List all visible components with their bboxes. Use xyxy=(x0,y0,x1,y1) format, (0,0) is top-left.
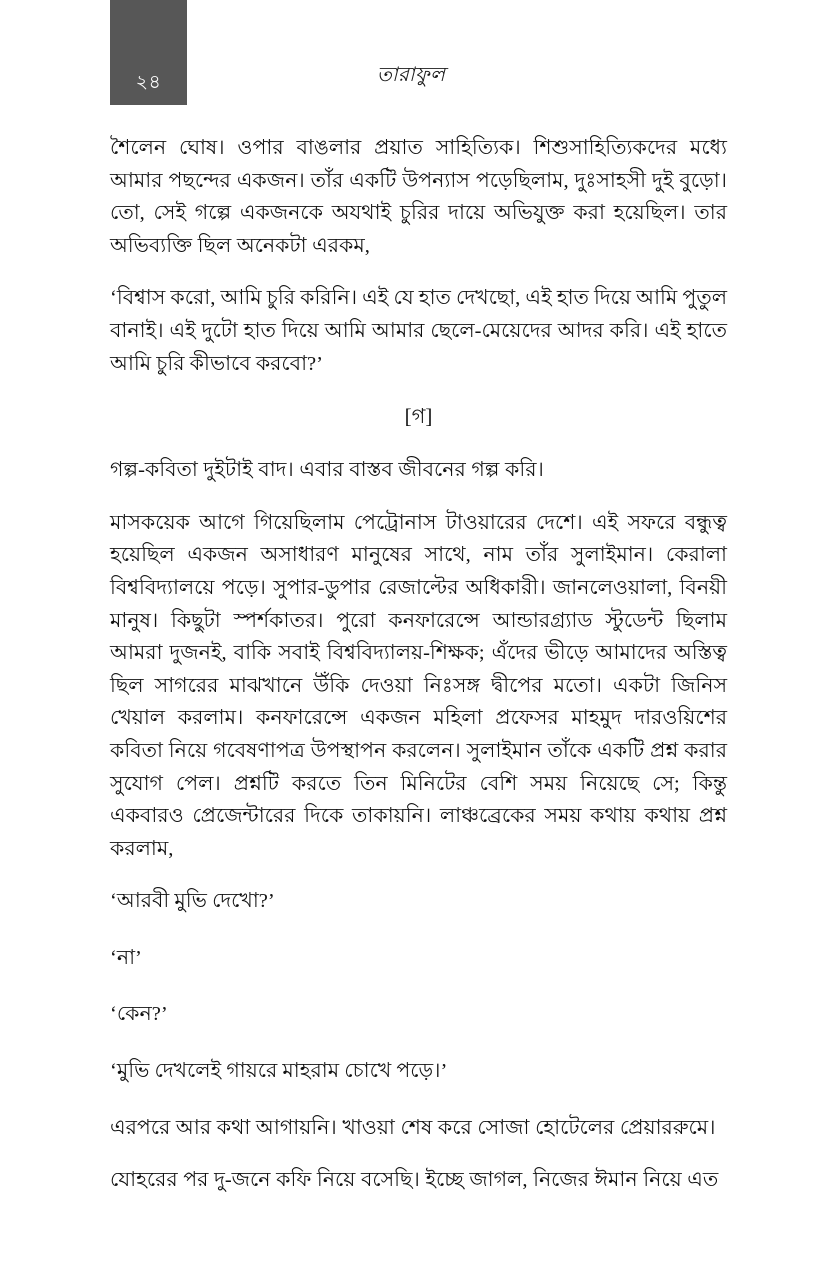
paragraph-4: এরপরে আর কথা আগায়নি। খাওয়া শেষ করে সোজা হোটেলের প্রেয়াররুমে। xyxy=(110,1116,716,1139)
running-title: তারাফুল xyxy=(376,64,446,86)
dialogue-line-3: ‘কেন?’ xyxy=(110,1003,168,1026)
page-number: ২৪ xyxy=(135,72,162,93)
dialogue-line-2: ‘না’ xyxy=(110,946,142,969)
dialogue-line-4: ‘মুভি দেখলেই গায়রে মাহরাম চোখে পড়ে।’ xyxy=(110,1060,448,1083)
paragraph-5: যোহরের পর দু-জনে কফি নিয়ে বসেছি। ইচ্ছে জাগল, নিজের ঈমান নিয়ে এত xyxy=(110,1169,719,1192)
page-header xyxy=(0,0,822,112)
block-quote-1: ‘বিশ্বাস করো, আমি চুরি করিনি। এই যে হাত দেখছো, এই হাত দিয়ে আমি পুতুল বানাই। এই দুটো হাত দিয়ে আমি আমার ছেলে-মেয়েদের আদর করি। এই হাতে আমি চুরি কীভাবে করবো?’ xyxy=(110,287,727,375)
paragraph-3: মাসকয়েক আগে গিয়েছিলাম পেট্রোনাস টাওয়ারের দেশে। এই সফরে বন্ধুত্ব হয়েছিল একজন অসাধারণ মানুষের সাথে, নাম তাঁর সুলাইমান। কেরালা বিশ্ববিদ্যালয়ে পড়ে। সুপার-ডুপার রেজাল্টের অধিকারী। জানলেওয়ালা, বিনয়ী মানুষ। কিছুটা স্পর্শকাতর। পুরো কনফারেন্সে আন্ডারগ্র্যাড স্টুডেন্ট ছিলাম আমরা দুজনই, বাকি সবাই বিশ্ববিদ্যালয়-শিক্ষক; এঁদের ভীড়ে আমাদের অস্তিত্ব ছিল সাগরের মাঝখানে উঁকি দেওয়া নিঃসঙ্গ দ্বীপের মতো। একটা জিনিস খেয়াল করলাম। কনফারেন্সে একজন মহিলা প্রফেসর মাহমুদ দারওয়িশের কবিতা নিয়ে গবেষণাপত্র উপস্থাপন করলেন। সুলাইমান তাঁকে একটি প্রশ্ন করার সুযোগ পেল। প্রশ্নটি করতে তিন মিনিটের বেশি সময় নিয়েছে সে; কিন্তু একবারও প্রেজেন্টারের দিকে তাকায়নি। লাঞ্চব্রেকের সময় কথায় কথায় প্রশ্ন করলাম, xyxy=(110,511,727,860)
paragraph-2: গল্প-কবিতা দুইটাই বাদ। এবার বাস্তব জীবনের গল্প করি। xyxy=(110,459,544,482)
paragraph-1: শৈলেন ঘোষ। ওপার বাঙলার প্রয়াত সাহিত্যিক। শিশুসাহিত্যিকদের মধ্যে আমার পছন্দের একজন। তাঁর একটি উপন্যাস পড়েছিলাম, দুঃসাহসী দুই বুড়ো। তো, সেই গল্পে একজনকে অযথাই চুরির দায়ে অভিযুক্ত করা হয়েছিল। তার অভিব্যক্তি ছিল অনেকটা এরকম, xyxy=(110,137,727,257)
section-marker: [গ] xyxy=(404,404,433,429)
body-text-column xyxy=(110,132,727,1217)
dialogue-line-1: ‘আরবী মুভি দেখো?’ xyxy=(110,890,275,913)
